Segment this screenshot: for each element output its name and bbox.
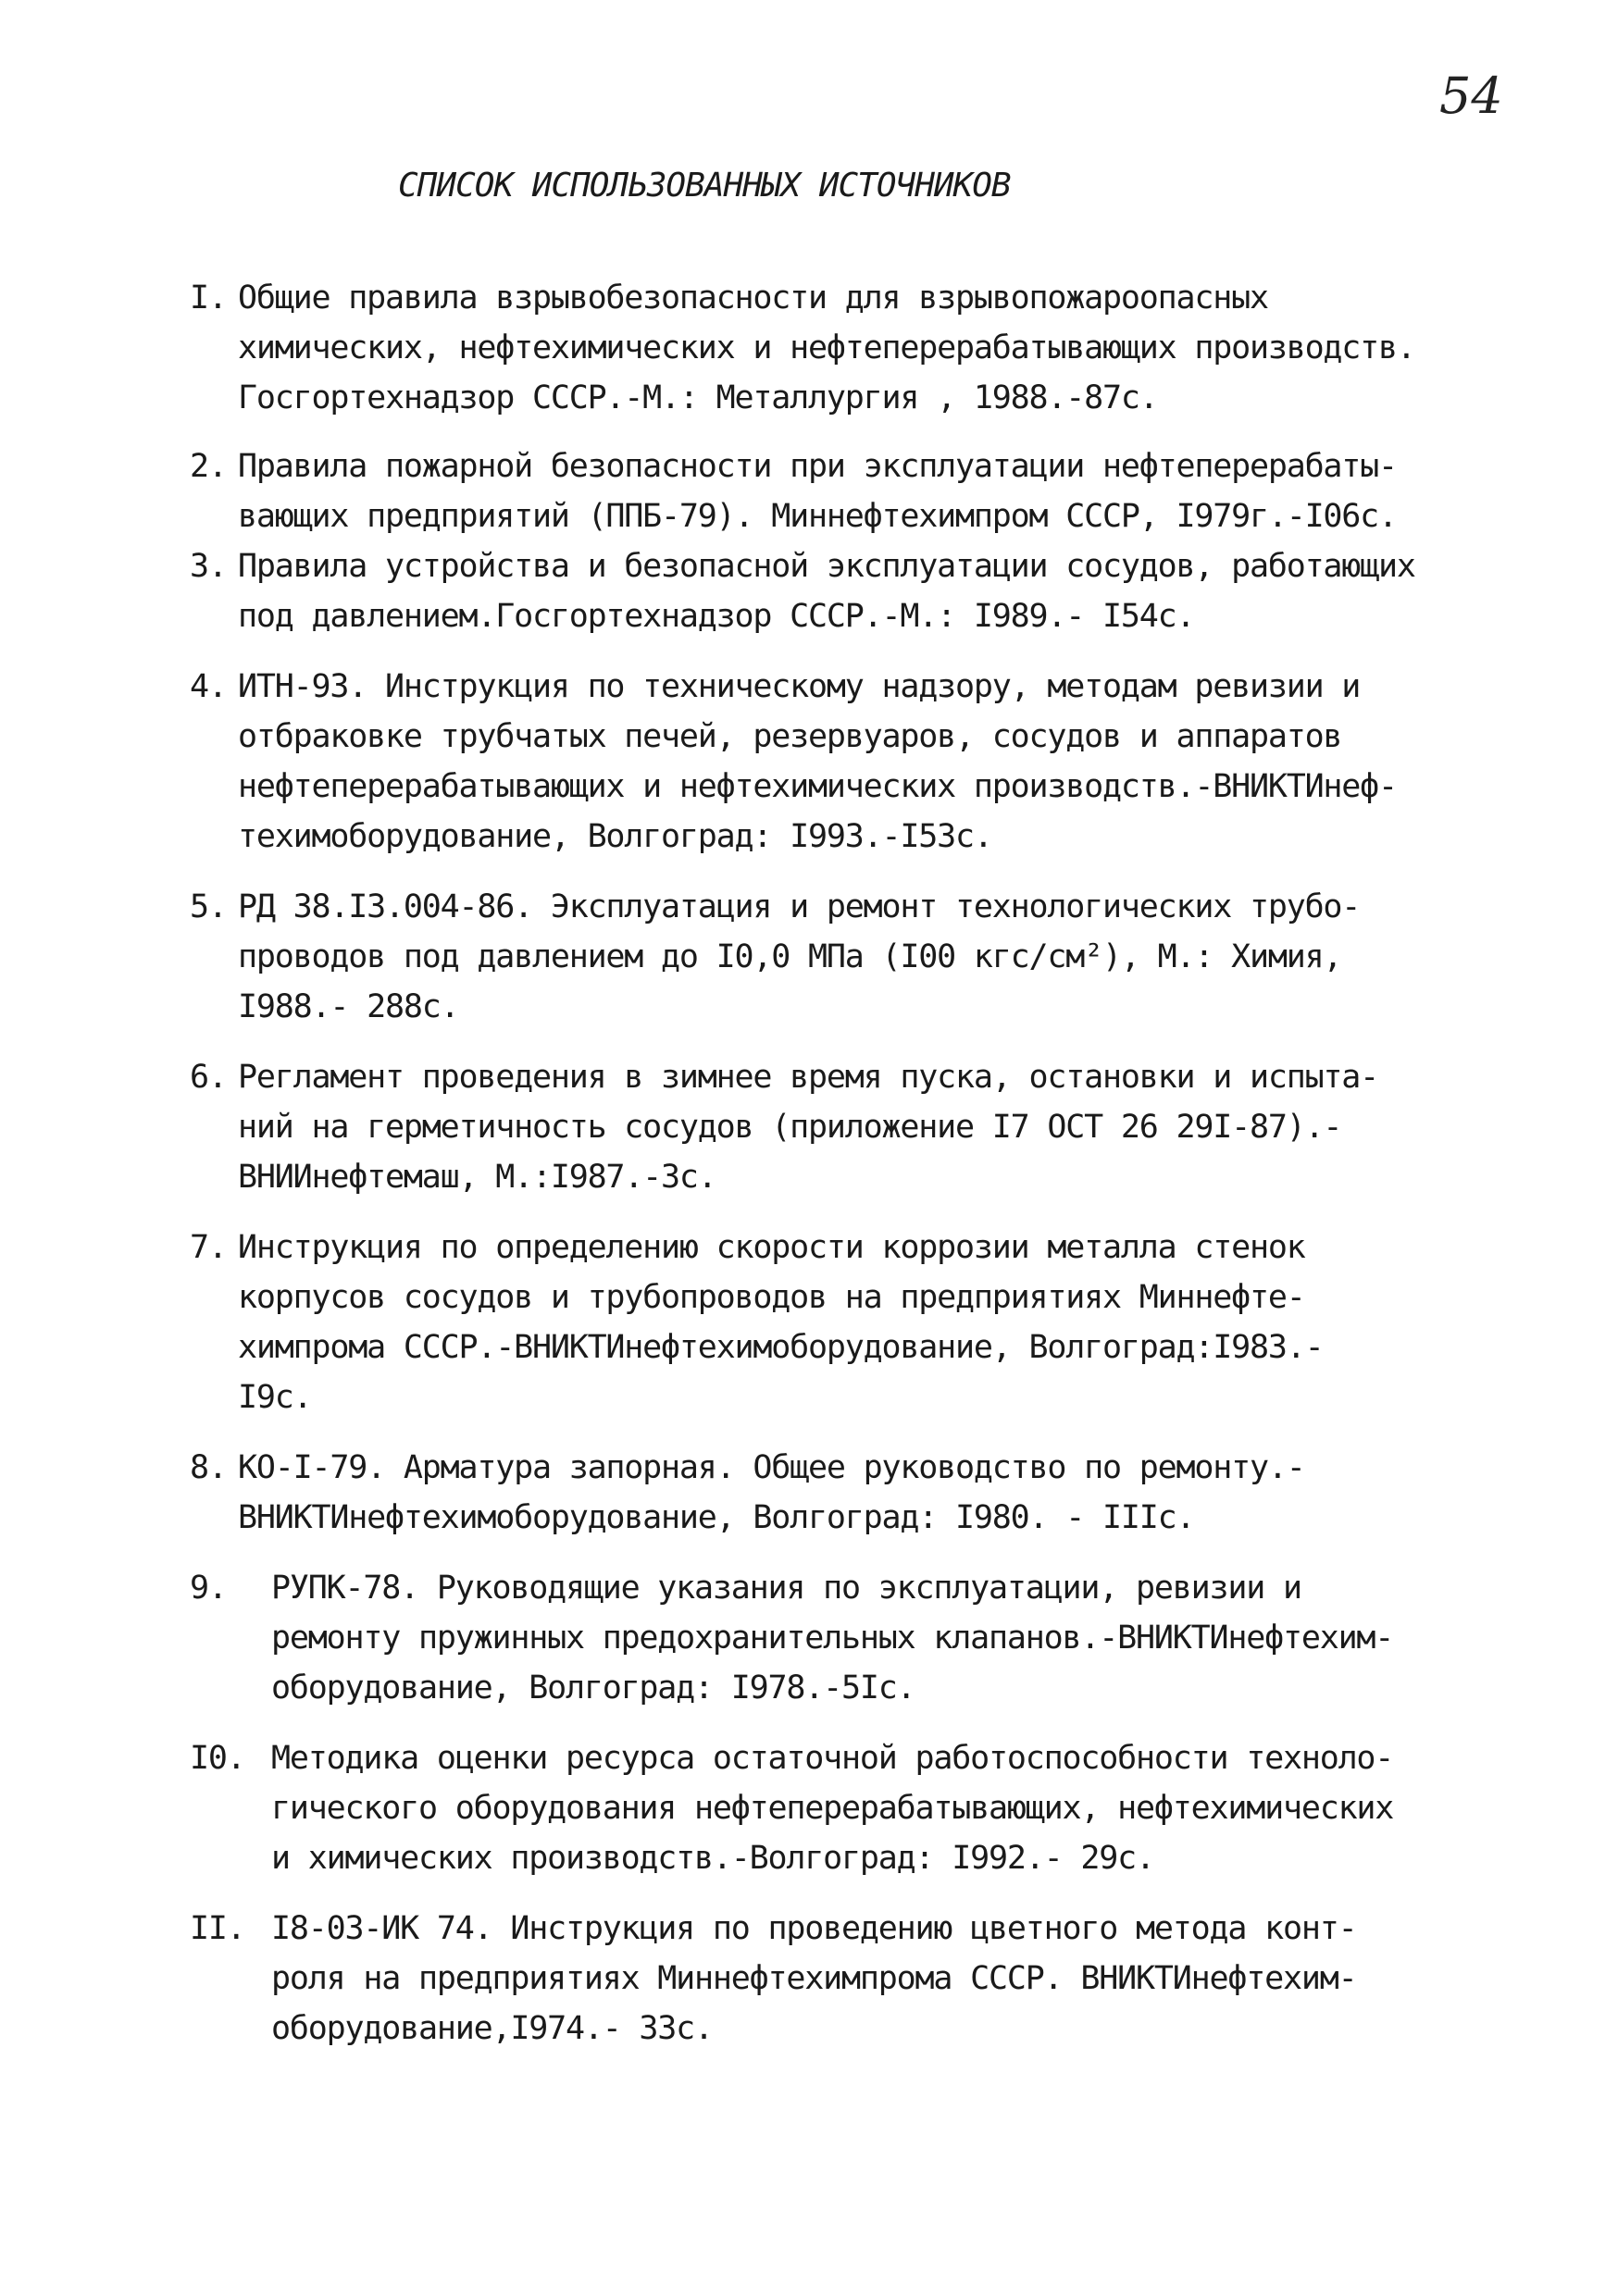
entry-line: химпрома СССР.-ВНИКТИнефтехимоборудование, Волгоград:I983.- [238,1329,1324,1366]
bibliography-entry-2 [190,441,1541,541]
entry-line: I988.- 288с. [238,988,459,1025]
entry-line: ний на герметичность сосудов (приложение I7 ОСТ 26 29I-87).- [238,1109,1342,1146]
bibliography-entry-9 [190,1563,1541,1713]
entry-line: КО-I-79. Арматура запорная. Общее руководство по ремонту.- [238,1449,1305,1486]
bibliography-entry-6 [190,1052,1541,1202]
bibliography-entry-8 [190,1443,1541,1543]
entry-line: Методика оценки ресурса остаточной работоспособности техноло- [271,1740,1394,1777]
bibliography-entry-10 [190,1733,1541,1883]
entry-line: роля на предприятиях Миннефтехимпрома СССР. ВНИКТИнефтехим- [271,1960,1357,1997]
entry-number: 8. [190,1449,227,1486]
entry-line: и химических производств.-Волгоград: I992.- 29с. [271,1840,1154,1877]
entry-number: 5. [190,888,227,925]
entry-line: Госгортехнадзор СССР.-М.: Металлургия , 1988.-87с. [238,379,1158,416]
entry-number: 3. [190,548,227,585]
entry-line: ВНИКТИнефтехимоборудование, Волгоград: I980. - IIIс. [238,1499,1195,1536]
bibliography-entry-11 [190,1904,1541,2054]
entry-number: 9. [190,1570,227,1607]
entry-line: ИТН-93. Инструкция по техническому надзору, методам ревизии и [238,668,1361,705]
entry-line: ВНИИнефтемаш, М.:I987.-3с. [238,1159,716,1196]
entry-line: I9с. [238,1379,312,1416]
bibliography-list [190,273,1541,2054]
entry-line: отбраковке трубчатых печей, резервуаров, сосудов и аппаратов [238,718,1342,755]
entry-line: Регламент проведения в зимнее время пуска, остановки и испыта- [238,1059,1379,1096]
entry-line: под давлением.Госгортехнадзор СССР.-М.: I989.- I54с. [238,598,1195,635]
entry-line: Правила устройства и безопасной эксплуатации сосудов, работающих [238,548,1415,585]
entry-line: проводов под давлением до I0,0 МПа (I00 кгс/см²), М.: Химия, [238,938,1342,975]
page-number: 54 [1439,67,1503,125]
entry-line: оборудование,I974.- 33с. [271,2010,713,2047]
entry-line: химических, нефтехимических и нефтеперерабатывающих производств. [238,329,1415,366]
entry-line: Общие правила взрывобезопасности для взрывопожароопасных [238,279,1268,316]
entry-line: Правила пожарной безопасности при эксплуатации нефтеперерабаты- [238,448,1397,485]
entry-number: 7. [190,1229,227,1266]
entry-line: РУПК-78. Руководящие указания по эксплуатации, ревизии и [271,1570,1301,1607]
bibliography-entry-1 [190,273,1541,423]
entry-line: вающих предприятий (ППБ-79). Миннефтехимпром СССР, I979г.-I06с. [238,498,1397,535]
entry-number: I0. [190,1740,245,1777]
entry-line: гического оборудования нефтеперерабатывающих, нефтехимических [271,1790,1394,1827]
entry-line: оборудование, Волгоград: I978.-5Iс. [271,1669,915,1706]
entry-line: корпусов сосудов и трубопроводов на предприятиях Миннефте- [238,1279,1305,1316]
entry-line: ремонту пружинных предохранительных клапанов.-ВНИКТИнефтехим- [271,1620,1394,1657]
entry-number: I. [190,279,227,316]
entry-number: 4. [190,668,227,705]
bibliography-entry-3 [190,541,1541,641]
entry-line: РД 38.I3.004-86. Эксплуатация и ремонт технологических трубо- [238,888,1361,925]
entry-line: техимоборудование, Волгоград: I993.-I53с. [238,818,992,855]
entry-number: 6. [190,1059,227,1096]
entry-number: 2. [190,448,227,485]
page-title: СПИСОК ИСПОЛЬЗОВАННЫХ ИСТОЧНИКОВ [398,167,1011,205]
entry-line: Инструкция по определению скорости коррозии металла стенок [238,1229,1305,1266]
entry-number: II. [190,1910,245,1947]
entry-line: нефтеперерабатывающих и нефтехимических производств.-ВНИКТИнеф- [238,768,1397,805]
entry-line: I8-03-ИК 74. Инструкция по проведению цветного метода конт- [271,1910,1357,1947]
bibliography-entry-4 [190,662,1541,862]
bibliography-entry-5 [190,882,1541,1032]
bibliography-entry-7 [190,1222,1541,1422]
